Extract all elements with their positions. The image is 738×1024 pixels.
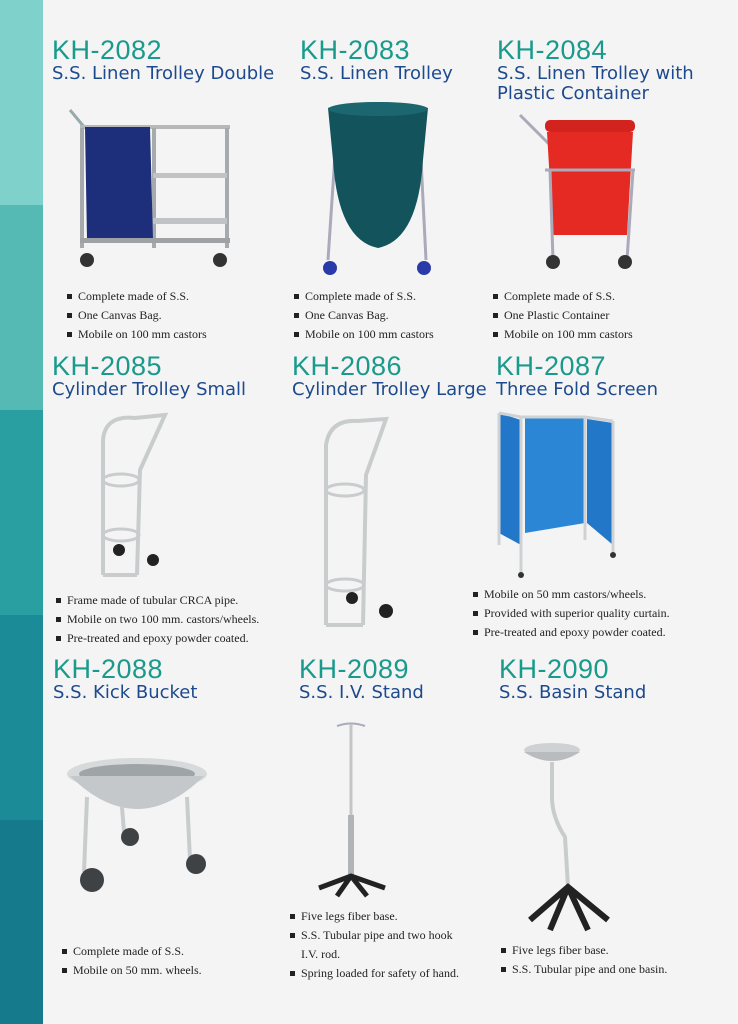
product-name: Cylinder Trolley Large — [292, 379, 487, 400]
strip-band-4 — [0, 615, 43, 820]
feature-list-kh-2089 — [290, 907, 459, 983]
product-kh-2088 — [53, 655, 197, 703]
feature-item: Complete made of S.S. — [493, 287, 633, 306]
product-code: KH-2086 — [292, 351, 403, 381]
product-kh-2086 — [292, 352, 487, 400]
cylinder-trolley-large-image — [318, 415, 398, 630]
feature-item: Frame made of tubular CRCA pipe. — [56, 591, 259, 610]
feature-item: Mobile on two 100 mm. castors/wheels. — [56, 610, 259, 629]
feature-item: Pre-treated and epoxy powder coated. — [56, 629, 259, 648]
kick-bucket-image — [62, 752, 212, 897]
product-name: S.S. Linen Trolley Double — [52, 63, 275, 84]
product-name: S.S. Linen Trolley with — [497, 63, 694, 84]
product-name: Three Fold Screen — [496, 379, 659, 400]
product-kh-2087 — [496, 352, 658, 400]
product-name: S.S. Kick Bucket — [53, 682, 198, 703]
strip-band-5 — [0, 820, 43, 1024]
feature-item: One Canvas Bag. — [67, 306, 207, 325]
feature-item: Spring loaded for safety of hand. — [290, 964, 459, 983]
linen-trolley-double-image — [65, 100, 235, 275]
product-name: Cylinder Trolley Small — [52, 379, 247, 400]
product-code: KH-2087 — [496, 351, 607, 381]
feature-list-kh-2084 — [493, 287, 633, 344]
feature-item: Mobile on 100 mm castors — [493, 325, 633, 344]
linen-trolley-container-image — [515, 110, 645, 275]
strip-band-1 — [0, 0, 43, 205]
basin-stand-image — [520, 742, 615, 932]
product-name: S.S. Linen Trolley — [300, 63, 453, 84]
side-color-strip — [0, 0, 43, 1024]
product-kh-2085 — [52, 352, 246, 400]
feature-list-kh-2085 — [56, 591, 259, 648]
feature-item: Mobile on 100 mm castors — [67, 325, 207, 344]
feature-item-continued: I.V. rod. — [301, 947, 341, 961]
strip-band-2 — [0, 205, 43, 410]
product-code: KH-2084 — [497, 35, 608, 65]
product-code: KH-2083 — [300, 35, 411, 65]
product-kh-2090 — [499, 655, 646, 703]
product-code: KH-2090 — [499, 654, 610, 684]
feature-item: Five legs fiber base. — [290, 907, 459, 926]
feature-list-kh-2083 — [294, 287, 434, 344]
product-name: S.S. I.V. Stand — [299, 682, 424, 703]
feature-item: Complete made of S.S. — [62, 942, 202, 961]
product-name: S.S. Basin Stand — [499, 682, 647, 703]
feature-item: Complete made of S.S. — [294, 287, 434, 306]
feature-item: Mobile on 50 mm. wheels. — [62, 961, 202, 980]
product-kh-2083 — [300, 36, 453, 84]
feature-item: Five legs fiber base. — [501, 941, 667, 960]
iv-stand-image — [315, 720, 390, 900]
three-fold-screen-image — [497, 405, 617, 580]
feature-list-kh-2088 — [62, 942, 202, 980]
feature-item: Mobile on 50 mm castors/wheels. — [473, 585, 670, 604]
feature-item: One Plastic Container — [493, 306, 633, 325]
product-code: KH-2088 — [53, 654, 164, 684]
product-code: KH-2085 — [52, 351, 163, 381]
product-kh-2089 — [299, 655, 424, 703]
product-name-line-2: Plastic Container — [497, 83, 649, 104]
feature-item: S.S. Tubular pipe and one basin. — [501, 960, 667, 979]
product-kh-2084 — [497, 36, 694, 104]
product-kh-2082 — [52, 36, 274, 84]
product-code: KH-2089 — [299, 654, 410, 684]
linen-trolley-image — [318, 100, 438, 280]
feature-item: Pre-treated and epoxy powder coated. — [473, 623, 670, 642]
product-code: KH-2082 — [52, 35, 163, 65]
feature-item: Mobile on 100 mm castors — [294, 325, 434, 344]
feature-list-kh-2090 — [501, 941, 667, 979]
feature-item: Provided with superior quality curtain. — [473, 604, 670, 623]
cylinder-trolley-small-image — [95, 410, 175, 585]
feature-list-kh-2082 — [67, 287, 207, 344]
feature-list-kh-2087 — [473, 585, 670, 642]
feature-item: Complete made of S.S. — [67, 287, 207, 306]
feature-item: One Canvas Bag. — [294, 306, 434, 325]
feature-item: S.S. Tubular pipe and two hook — [290, 926, 459, 945]
strip-band-3 — [0, 410, 43, 615]
